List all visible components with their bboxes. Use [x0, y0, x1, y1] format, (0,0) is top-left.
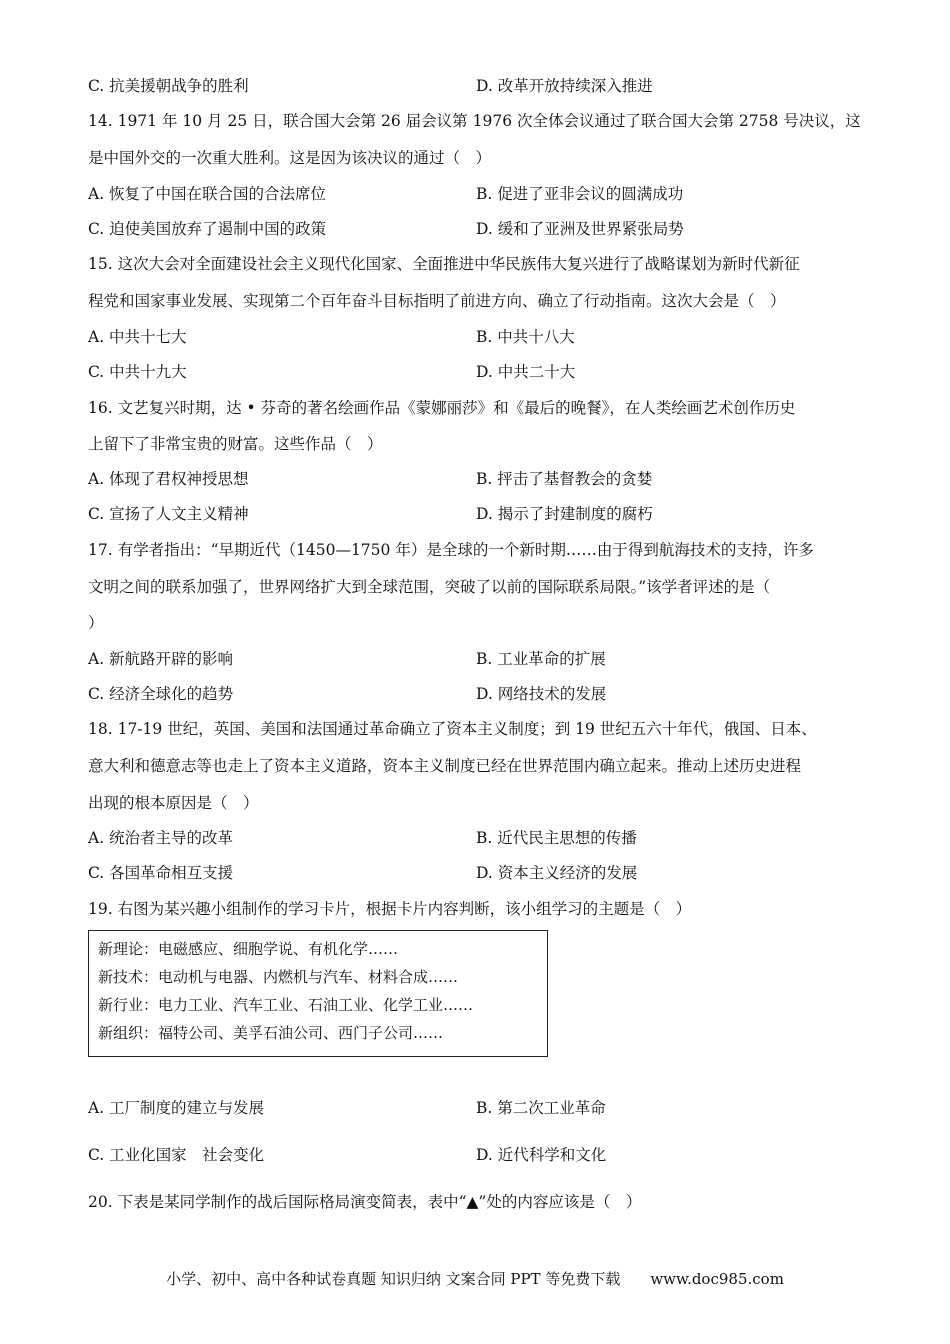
card-line-theory: 新理论：电磁感应、细胞学说、有机化学…… — [98, 940, 399, 958]
q18-option-d: D. 资本主义经济的发展 — [476, 864, 638, 882]
q15-option-c: C. 中共十九大 — [88, 363, 187, 381]
q14-option-a: A. 恢复了中国在联合国的合法席位 — [88, 185, 327, 203]
q18-option-a: A. 统治者主导的改革 — [88, 829, 234, 847]
q16-stem-line1: 16. 文艺复兴时期，达 • 芬奇的著名绘画作品《蒙娜丽莎》和《最后的晚餐》，在人类绘画艺术创作历史 — [88, 399, 796, 417]
q19-option-a: A. 工厂制度的建立与发展 — [88, 1099, 265, 1117]
q15-option-d: D. 中共二十大 — [476, 363, 576, 381]
page-footer: 小学、初中、高中各种试卷真题 知识归纳 文案合同 PPT 等免费下载 www.doc985.com — [166, 1270, 784, 1288]
q14-stem-line2: 是中国外交的一次重大胜利。这是因为该决议的通过（ ） — [88, 149, 492, 167]
q15-stem-line2: 程党和国家事业发展、实现第二个百年奋斗目标指明了前进方向、确立了行动指南。这次大会是（ ） — [88, 292, 786, 310]
q18-option-b: B. 近代民主思想的传播 — [476, 829, 637, 847]
q14-option-d: D. 缓和了亚洲及世界紧张局势 — [476, 220, 684, 238]
q16-option-c: C. 宣扬了人文主义精神 — [88, 505, 249, 523]
q17-stem-line2: 文明之间的联系加强了，世界网络扩大到全球范围，突破了以前的国际联系局限。”该学者评述的是（ — [88, 578, 771, 596]
q18-stem-line2: 意大利和德意志等也走上了资本主义道路，资本主义制度已经在世界范围内确立起来。推动上述历史进程 — [88, 757, 802, 775]
q13-option-d: D. 改革开放持续深入推进 — [476, 77, 653, 95]
card-line-organization: 新组织：福特公司、美孚石油公司、西门子公司…… — [98, 1024, 444, 1042]
study-card — [88, 930, 548, 1057]
q16-stem-line2: 上留下了非常宝贵的财富。这些作品（ ） — [88, 435, 383, 453]
q17-option-a: A. 新航路开辟的影响 — [88, 650, 234, 668]
q18-stem-line1: 18. 17-19 世纪，英国、美国和法国通过革命确立了资本主义制度；到 19 世纪五六十年代，俄国、日本、 — [88, 720, 817, 738]
q20-stem-line1: 20. 下表是某同学制作的战后国际格局演变简表，表中“▲”处的内容应该是（ ） — [88, 1193, 642, 1211]
q14-stem-line1: 14. 1971 年 10 月 25 日，联合国大会第 26 届会议第 1976 次全体会议通过了联合国大会第 2758 号决议，这 — [88, 112, 861, 130]
q19-option-d: D. 近代科学和文化 — [476, 1146, 607, 1164]
q17-stem-line3: ） — [88, 614, 104, 632]
q15-stem-line1: 15. 这次大会对全面建设社会主义现代化国家、全面推进中华民族伟大复兴进行了战略谋划为新时代新征 — [88, 255, 800, 273]
q17-option-b: B. 工业革命的扩展 — [476, 650, 606, 668]
q16-option-d: D. 揭示了封建制度的腐朽 — [476, 505, 653, 523]
card-line-technology: 新技术：电动机与电器、内燃机与汽车、材料合成…… — [98, 968, 459, 986]
q14-option-b: B. 促进了亚非会议的圆满成功 — [476, 185, 684, 203]
q18-option-c: C. 各国革命相互支援 — [88, 864, 234, 882]
q18-stem-line3: 出现的根本原因是（ ） — [88, 794, 259, 812]
q13-option-c: C. 抗美援朝战争的胜利 — [88, 77, 249, 95]
q15-option-b: B. 中共十八大 — [476, 328, 575, 346]
q17-option-d: D. 网络技术的发展 — [476, 685, 607, 703]
q17-stem-line1: 17. 有学者指出：“早期近代（1450—1750 年）是全球的一个新时期……由于得到航海技术的支持，许多 — [88, 541, 814, 559]
q16-option-b: B. 抨击了基督教会的贪婪 — [476, 470, 653, 488]
card-line-industry: 新行业：电力工业、汽车工业、石油工业、化学工业…… — [98, 996, 474, 1014]
q15-option-a: A. 中共十七大 — [88, 328, 187, 346]
q19-stem-line1: 19. 右图为某兴趣小组制作的学习卡片，根据卡片内容判断，该小组学习的主题是（ ） — [88, 900, 692, 918]
q16-option-a: A. 体现了君权神授思想 — [88, 470, 249, 488]
q17-option-c: C. 经济全球化的趋势 — [88, 685, 234, 703]
q14-option-c: C. 迫使美国放弃了遏制中国的政策 — [88, 220, 327, 238]
q19-option-b: B. 第二次工业革命 — [476, 1099, 606, 1117]
q19-option-c: C. 工业化国家 社会变化 — [88, 1146, 265, 1164]
